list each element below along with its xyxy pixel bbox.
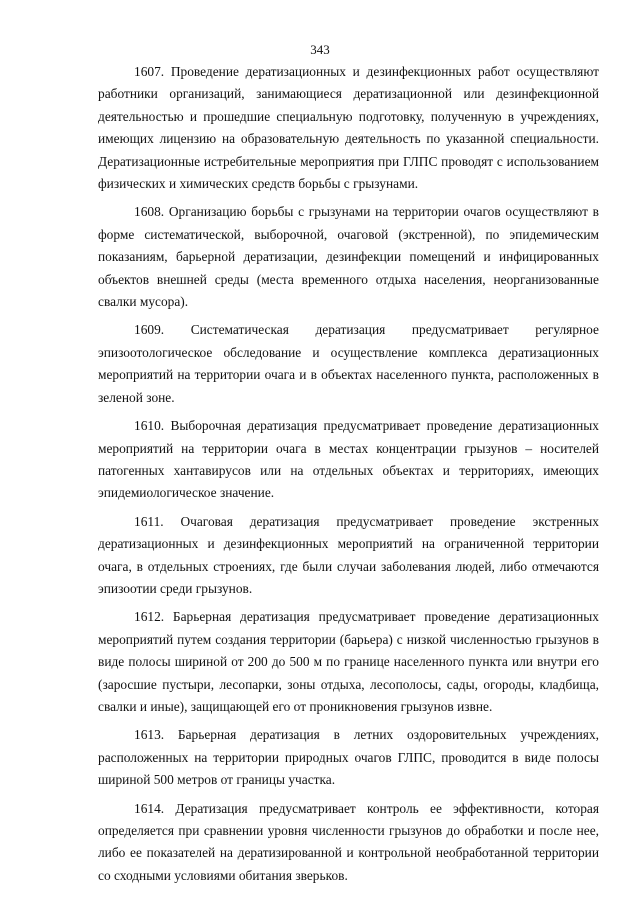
paragraph-1612: 1612. Барьерная дератизация предусматривает проведение дератизационных мероприятий путем создания территории (барьера) с низкой численностью грызунов в виде полосы шириной от 200 до 500 м по границе населенного пункта или внутри его (заросшие пустыри, лесопарки, зоны отдыха, лесополосы, сады, огороды, кладбища, свалки и иные), защищающей его от проникновения грызунов извне. — [98, 609, 599, 714]
document-body — [98, 61, 599, 893]
page-number: 343 — [310, 42, 330, 57]
paragraph-1608: 1608. Организацию борьбы с грызунами на территории очагов осуществляют в форме систематической, выборочной, очаговой (экстренной), по эпидемическим показаниям, барьерной дератизации, дезинфекции помещений и инфицированных объектов внешней среды (места временного отдыха населения, неорганизованные свалки мусора). — [98, 204, 599, 310]
paragraph-1611: 1611. Очаговая дератизация предусматривает проведение экстренных дератизационных и дезинфекционных мероприятий на ограниченной территории очага, в отдельных строениях, где были случаи заболевания людей, либо отмечаются эпизоотии среди грызунов. — [98, 513, 599, 596]
paragraph-1613: 1613. Барьерная дератизация в летних оздоровительных учреждениях, расположенных на территории природных очагов ГЛПС, проводится в виде полосы шириной 500 метров от границы участка. — [98, 727, 599, 788]
paragraph-1609: 1609. Систематическая дератизация предусматривает регулярное эпизоотологическое обследование и осуществление комплекса дератизационных мероприятий на территории очага и в объектах населенного пункта, расположенных в зеленой зоне. — [98, 322, 599, 405]
paragraph-1614: 1614. Дератизация предусматривает контроль ее эффективности, которая определяется при сравнении уровня численности грызунов до обработки и после нее, либо ее показателей на дератизированной и контрольной необработанной территории со сходными условиями обитания зверьков. — [98, 800, 599, 883]
paragraph-1610: 1610. Выборочная дератизация предусматривает проведение дератизационных мероприятий на территории очага в местах концентрации грызунов – носителей патогенных хантавирусов или на отдельных объектах и территориях, имеющих эпидемиологическое значение. — [98, 418, 599, 501]
paragraph-1607: 1607. Проведение дератизационных и дезинфекционных работ осуществляют работники организаций, занимающиеся дератизационной или дезинфекционной деятельностью и прошедшие специальную подготовку, полученную в учреждениях, имеющих лицензию на образовательную деятельность по указанной специальности. Дератизационные истребительные мероприятия при ГЛПС проводят с использованием физических и химических средств борьбы с грызунами. — [98, 64, 599, 192]
